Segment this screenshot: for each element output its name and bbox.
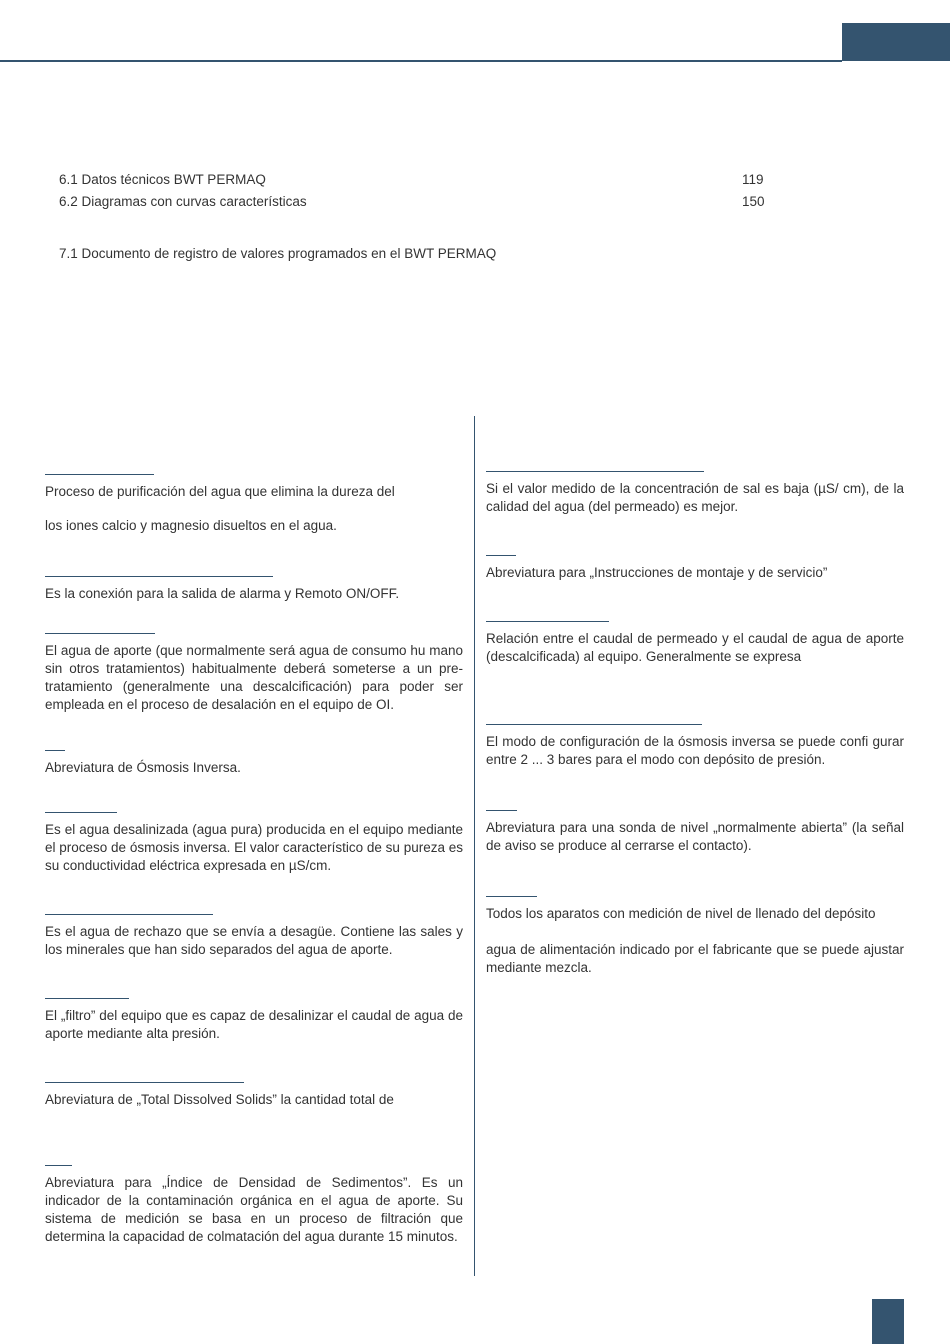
footer-page-tab: [872, 1299, 904, 1344]
term-rule: [486, 621, 609, 622]
term-rule: [45, 1165, 72, 1166]
glossary-entry: [45, 812, 463, 875]
glossary-entry: [486, 555, 904, 582]
term-rule: [45, 750, 65, 751]
glossary-entry: [486, 896, 904, 977]
term-rule: [45, 474, 154, 475]
column-divider: [474, 416, 475, 1276]
header-tab: [842, 23, 950, 61]
glossary-definition: El „filtro” del equipo que es capaz de desalinizar el caudal de agua de aporte mediante alta presión.: [45, 1008, 463, 1041]
glossary-definition: Proceso de purificación del agua que elimina la dureza del los iones calcio y magnesio disueltos en el agua.: [45, 484, 395, 533]
glossary-entry: [45, 998, 463, 1043]
term-rule: [45, 1082, 244, 1083]
glossary-entry: [45, 633, 463, 714]
glossary-definition: Todos los aparatos con medición de nivel de llenado del depósito agua de alimentación indicado por el fabricante que se puede ajustar mediante mezcla.: [486, 906, 904, 975]
glossary-definition: Abreviatura para una sonda de nivel „normalmente abierta” (la señal de aviso se produce al cerrarse el contacto).: [486, 820, 904, 853]
glossary-definition: Es el agua desalinizada (agua pura) producida en el equipo mediante el proceso de ósmosis inversa. El valor característico de su pureza es su conductividad eléctrica expresada en µS/cm.: [45, 822, 463, 873]
glossary-entry: [45, 1082, 463, 1109]
toc-label: 6.2 Diagramas con curvas características: [59, 194, 307, 209]
glossary-definition: Abreviatura para „Índice de Densidad de Sedimentos”. Es un indicador de la contaminación orgánica en el agua de aporte. Su sistema de medición se basa en un proceso de filtración que determina la capacidad de colmatación del agua durante 15 minutos.: [45, 1175, 463, 1244]
toc-label: 6.1 Datos técnicos BWT PERMAQ: [59, 172, 266, 187]
glossary-entry: [486, 621, 904, 666]
term-rule: [45, 998, 129, 999]
glossary-definition: Es la conexión para la salida de alarma y Remoto ON/OFF.: [45, 586, 400, 601]
glossary-entry: [45, 1165, 463, 1246]
term-rule: [45, 812, 117, 813]
toc-entry[interactable]: [59, 172, 779, 187]
term-rule: [486, 555, 516, 556]
glossary-entry: [45, 576, 463, 603]
toc-entry[interactable]: [59, 246, 779, 261]
toc-entry[interactable]: [59, 194, 779, 209]
term-rule: [486, 471, 704, 472]
header-rule: [0, 60, 842, 62]
term-rule: [45, 914, 213, 915]
toc-page: 150: [742, 194, 765, 209]
glossary-definition: El agua de aporte (que normalmente será agua de consumo hu mano sin otros tratamientos) habitualmente deberá someterse a un pre-tratamiento (generalmente una descalcificación) para poder ser empleada en el proceso de desalación en el equipo de OI.: [45, 643, 463, 712]
term-rule: [45, 576, 273, 577]
term-rule: [486, 724, 702, 725]
term-rule: [486, 896, 537, 897]
glossary-entry: [486, 471, 904, 516]
glossary-entry: [45, 914, 463, 959]
glossary-definition: Abreviatura de Ósmosis Inversa.: [45, 760, 241, 775]
glossary-definition: Relación entre el caudal de permeado y el caudal de agua de aporte (descalcificada) al equipo. Generalmente se expresa: [486, 631, 904, 664]
toc-label: 7.1 Documento de registro de valores programados en el BWT PERMAQ: [59, 246, 497, 261]
glossary-definition: Si el valor medido de la concentración de sal es baja (µS/ cm), de la calidad del agua (del permeado) es mejor.: [486, 481, 904, 514]
glossary-definition: Abreviatura para „Instrucciones de montaje y de servicio”: [486, 565, 828, 580]
glossary-definition: Abreviatura de „Total Dissolved Solids” la cantidad total de: [45, 1092, 394, 1107]
glossary-entry: [486, 810, 904, 855]
term-rule: [486, 810, 517, 811]
glossary-definition: El modo de configuración de la ósmosis inversa se puede confi gurar entre 2 ... 3 bares para el modo con depósito de presión.: [486, 734, 904, 767]
term-rule: [45, 633, 155, 634]
glossary-definition: Es el agua de rechazo que se envía a desagüe. Contiene las sales y los minerales que han sido separados del agua de aporte.: [45, 924, 463, 957]
glossary-entry: [45, 750, 463, 777]
glossary-entry: [45, 474, 463, 534]
toc-page: 119: [742, 172, 764, 187]
glossary-entry: [486, 724, 904, 769]
